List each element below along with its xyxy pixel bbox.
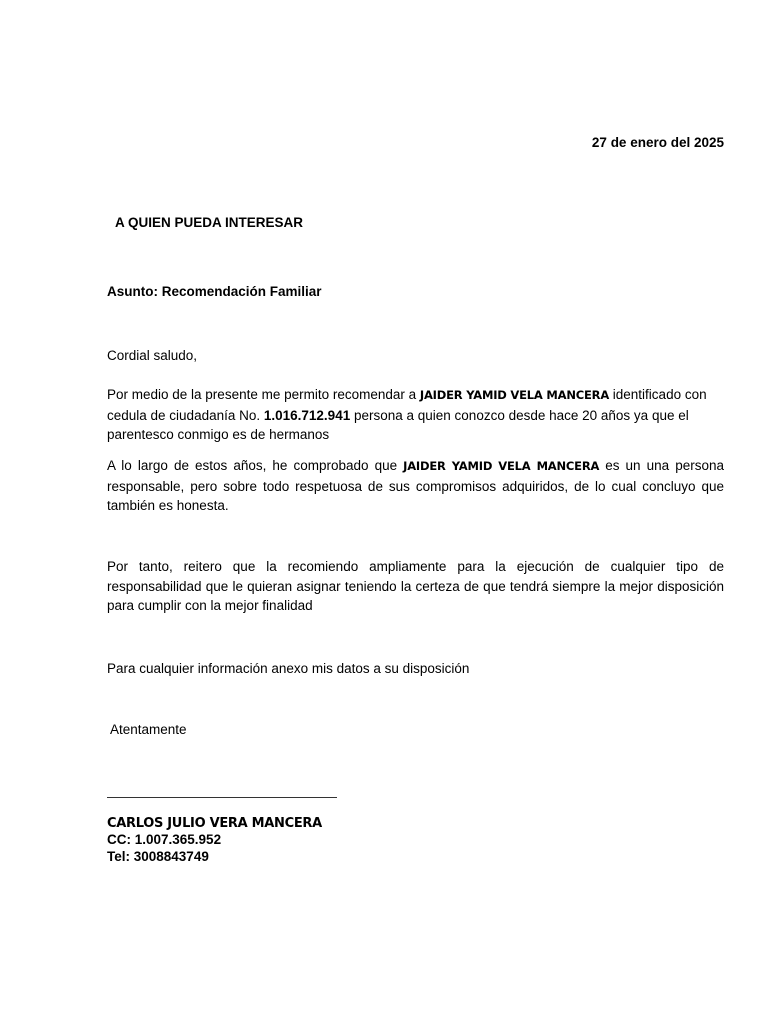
p1-text-b: identificado con cedula de ciudadanía No. <box>107 387 707 423</box>
letter-subject: Asunto: Recomendación Familiar <box>107 284 322 299</box>
letter-greeting: Cordial saludo, <box>107 348 198 363</box>
signer-name: CARLOS JULIO VERA MANCERA <box>107 816 322 831</box>
signer-tel: Tel: 3008843749 <box>107 849 209 864</box>
paragraph-contact: Para cualquier información anexo mis datos a su disposición <box>107 661 470 676</box>
p1-text-a: Por medio de la presente me permito recomendar a <box>107 387 420 402</box>
recommended-person-name: JAIDER YAMID VELA MANCERA <box>419 388 610 402</box>
paragraph-introduction <box>107 385 724 445</box>
paragraph-character <box>107 456 724 516</box>
letter-closing: Atentamente <box>110 722 187 737</box>
signer-cc: CC: 1.007.365.952 <box>107 832 222 847</box>
signature-line <box>107 797 337 798</box>
p2-text-a: A lo largo de estos años, he comprobado que <box>107 458 404 473</box>
paragraph-recommendation: Por tanto, reitero que la recomiendo ampliamente para la ejecución de cualquier tipo de responsabilidad que le quieran asignar teniendo la certeza de que tendrá siempre la mejor disposición para cumplir con la mejor finalidad <box>107 559 724 613</box>
p2-text-b: es un una persona responsable, pero sobre todo respetuosa de sus compromisos adquiridos, de lo cual concluyo que también es honesta. <box>107 458 724 513</box>
recommended-person-name: JAIDER YAMID VELA MANCERA <box>403 459 600 473</box>
letter-recipient: A QUIEN PUEDA INTERESAR <box>115 215 304 230</box>
p1-text-c: persona a quien conozco desde hace 20 años ya que el parentesco conmigo es de hermanos <box>107 407 689 442</box>
letter-date: 27 de enero del 2025 <box>591 135 724 150</box>
id-number: 1.016.712.941 <box>263 407 351 423</box>
